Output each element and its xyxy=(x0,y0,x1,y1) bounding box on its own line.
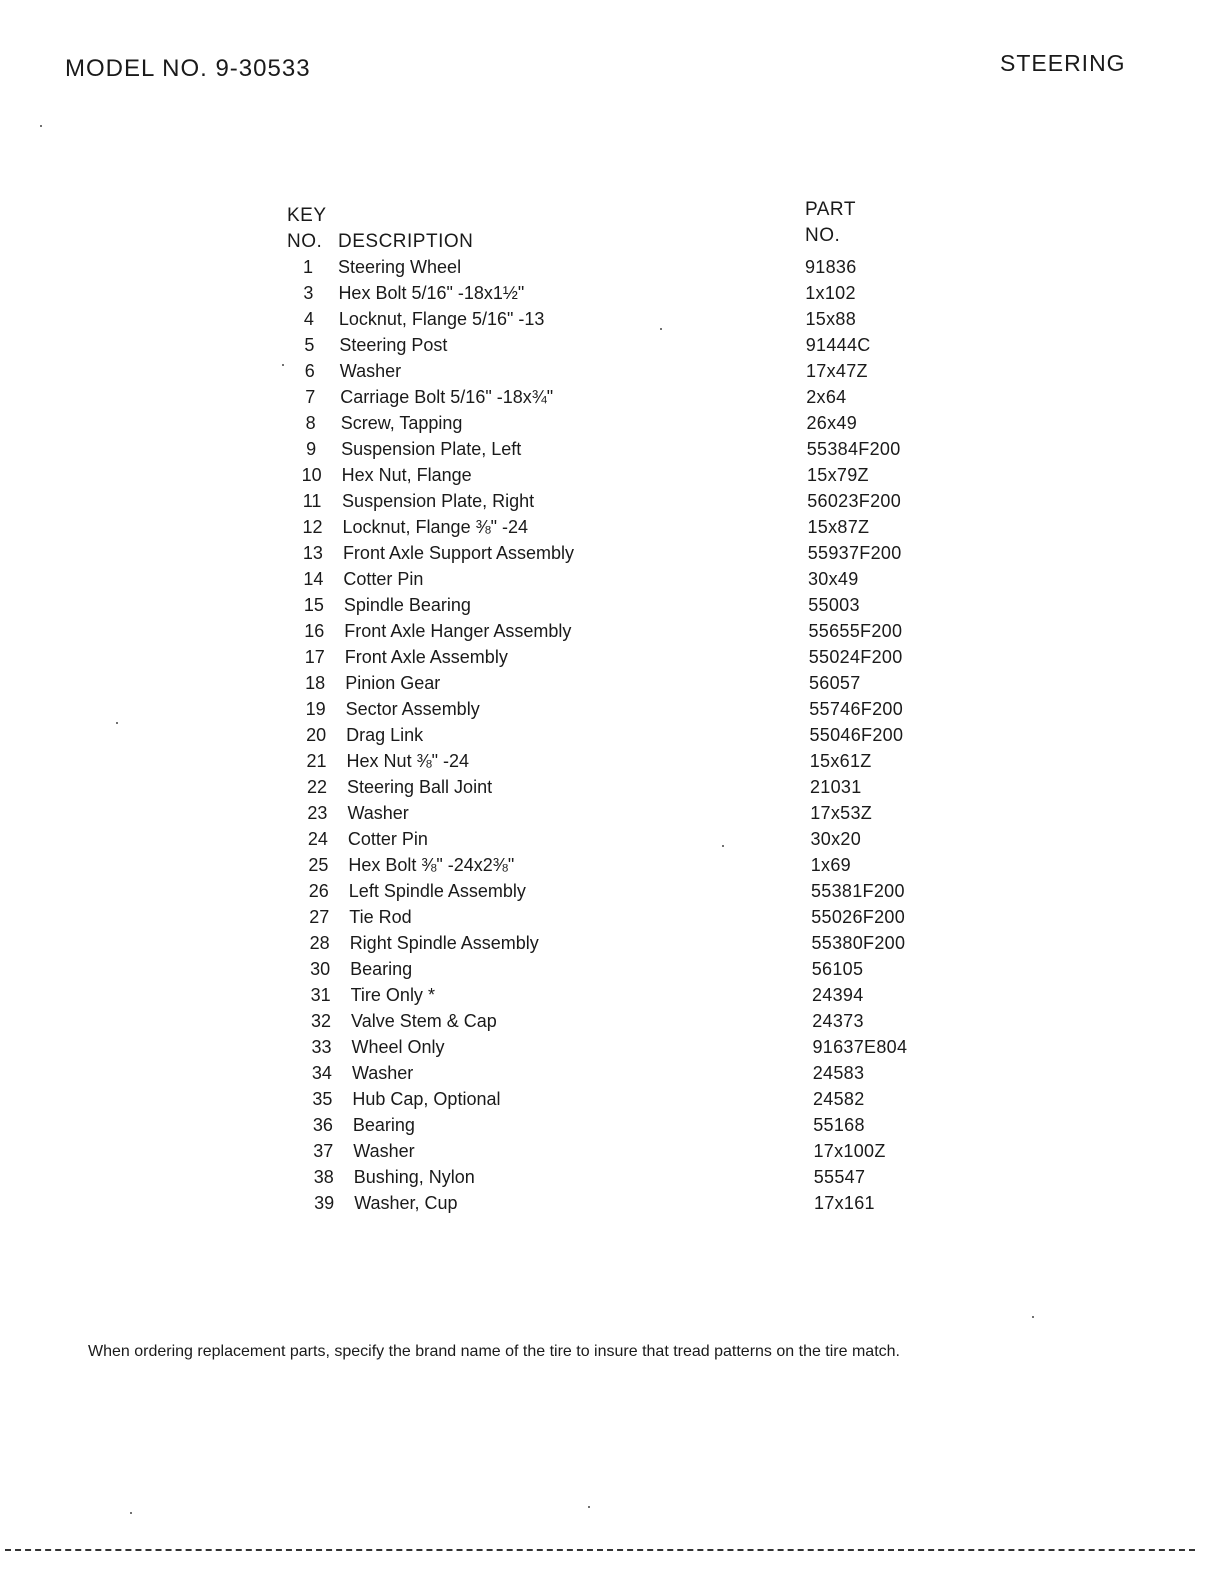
part-number: 1x69 xyxy=(810,855,851,875)
part-description: Washer xyxy=(353,1141,415,1161)
table-row xyxy=(301,881,941,905)
table-row xyxy=(304,1037,943,1061)
key-number: 31 xyxy=(310,985,331,1005)
part-description: Steering Wheel xyxy=(338,257,462,277)
part-description: Steering Ball Joint xyxy=(347,777,493,797)
key-number: 13 xyxy=(302,543,323,563)
table-row xyxy=(305,1141,943,1165)
key-number: 39 xyxy=(314,1193,335,1213)
table-row xyxy=(304,1063,943,1087)
scan-speck xyxy=(116,722,118,724)
part-number: 55547 xyxy=(813,1167,866,1187)
part-number: 26x49 xyxy=(806,413,858,433)
scan-speck xyxy=(588,1506,590,1508)
part-description: Hex Nut, Flange xyxy=(341,465,472,485)
part-description: Screw, Tapping xyxy=(340,413,463,433)
part-number: 24583 xyxy=(812,1063,865,1083)
part-number: 91444C xyxy=(805,335,871,355)
part-description: Front Axle Support Assembly xyxy=(342,543,575,563)
part-number: 17x161 xyxy=(813,1193,875,1213)
part-description: Left Spindle Assembly xyxy=(348,881,526,901)
key-number: 23 xyxy=(307,803,328,823)
part-description: Locknut, Flange ⅜" -24 xyxy=(342,517,529,537)
key-number: 32 xyxy=(311,1011,332,1031)
description-header: DESCRIPTION xyxy=(338,231,474,252)
key-number: 11 xyxy=(302,491,322,511)
key-number: 30 xyxy=(310,959,331,979)
part-number: 55655F200 xyxy=(808,621,903,641)
key-number: 21 xyxy=(306,751,327,771)
section-title: STEERING xyxy=(1000,50,1126,76)
part-description: Right Spindle Assembly xyxy=(349,933,539,953)
key-number: 34 xyxy=(311,1063,332,1083)
table-row xyxy=(297,673,939,697)
key-number: 20 xyxy=(306,725,327,745)
part-description: Cotter Pin xyxy=(343,569,424,589)
model-number: MODEL NO. 9-30533 xyxy=(65,55,311,82)
key-number: 19 xyxy=(305,699,326,719)
part-description: Bushing, Nylon xyxy=(353,1167,475,1187)
part-description: Suspension Plate, Right xyxy=(342,491,535,511)
part-number: 55746F200 xyxy=(809,699,904,719)
part-description: Drag Link xyxy=(346,725,424,745)
table-row xyxy=(290,257,935,281)
scan-speck xyxy=(130,1512,132,1514)
part-description: Front Axle Hanger Assembly xyxy=(344,621,572,641)
table-row xyxy=(298,725,939,749)
scan-speck xyxy=(40,125,42,127)
part-description: Front Axle Assembly xyxy=(344,647,508,667)
table-row xyxy=(294,465,937,489)
part-number: 30x20 xyxy=(810,829,862,849)
part-number: 55380F200 xyxy=(811,933,906,953)
key-number: 36 xyxy=(312,1115,333,1135)
part-number: 21031 xyxy=(810,777,862,797)
table-row xyxy=(306,1167,944,1191)
part-number: 24394 xyxy=(811,985,864,1005)
part-description: Tie Rod xyxy=(349,907,412,927)
part-description: Washer xyxy=(351,1063,414,1083)
table-row xyxy=(303,985,942,1009)
key-number: 22 xyxy=(306,777,328,797)
key-number: 24 xyxy=(307,829,328,849)
part-number: 56057 xyxy=(808,673,861,693)
part-number: 91637E804 xyxy=(812,1037,908,1057)
part-description: Suspension Plate, Left xyxy=(341,439,522,459)
key-number: 9 xyxy=(306,439,317,459)
table-row xyxy=(299,803,940,827)
key-number: 37 xyxy=(313,1141,334,1161)
part-description: Cotter Pin xyxy=(347,829,428,849)
key-header-line1: KEY xyxy=(287,205,327,226)
footnote: When ordering replacement parts, specify the brand name of the tire to insure that tread patterns on the tire match. xyxy=(88,1343,900,1360)
table-row xyxy=(296,595,938,619)
table-row xyxy=(295,543,938,567)
part-number: 15x79Z xyxy=(806,465,869,485)
table-row xyxy=(302,959,942,983)
part-description: Sector Assembly xyxy=(345,699,480,719)
part-description: Hex Bolt 5/16" -18x1½" xyxy=(338,283,525,303)
table-row xyxy=(293,439,937,463)
table-row xyxy=(298,699,940,723)
part-description: Spindle Bearing xyxy=(343,595,471,615)
key-number: 12 xyxy=(302,517,323,537)
bottom-rule xyxy=(5,1549,1195,1551)
part-number: 15x88 xyxy=(805,309,857,329)
part-number: 17x47Z xyxy=(805,361,868,381)
part-number: 24582 xyxy=(812,1089,865,1109)
part-number: 55024F200 xyxy=(808,647,903,667)
part-description: Locknut, Flange 5/16" -13 xyxy=(338,309,545,329)
table-row xyxy=(291,309,936,333)
part-number: 55168 xyxy=(813,1115,865,1135)
part-description: Tire Only * xyxy=(350,985,435,1005)
key-number: 16 xyxy=(304,621,325,641)
key-number: 6 xyxy=(304,361,315,381)
part-description: Carriage Bolt 5/16" -18x¾" xyxy=(340,387,554,407)
key-number: 28 xyxy=(309,933,330,953)
scan-speck xyxy=(1032,1316,1034,1318)
part-number: 15x61Z xyxy=(809,751,872,771)
part-description: Valve Stem & Cap xyxy=(351,1011,497,1031)
table-row xyxy=(295,569,938,593)
part-description: Washer xyxy=(339,361,402,381)
key-number: 35 xyxy=(312,1089,333,1109)
part-number: 17x100Z xyxy=(813,1141,886,1161)
part-description: Pinion Gear xyxy=(345,673,441,693)
part-header-line1: PART xyxy=(805,199,856,220)
key-number: 3 xyxy=(303,283,314,303)
table-row xyxy=(300,855,940,879)
key-number: 10 xyxy=(301,465,322,485)
part-description: Bearing xyxy=(350,959,413,979)
part-description: Washer xyxy=(347,803,409,823)
scan-speck xyxy=(282,364,284,366)
part-description: Wheel Only xyxy=(351,1037,445,1057)
key-number: 8 xyxy=(305,413,316,433)
table-row xyxy=(299,751,940,775)
table-row xyxy=(292,361,936,385)
part-number: 55384F200 xyxy=(806,439,901,459)
table-row xyxy=(291,335,935,359)
table-row xyxy=(296,621,938,645)
part-number: 91836 xyxy=(805,257,857,277)
part-description: Washer, Cup xyxy=(354,1193,458,1213)
table-row xyxy=(306,1193,944,1217)
table-row xyxy=(294,491,937,515)
part-number: 17x53Z xyxy=(810,803,873,823)
key-number: 17 xyxy=(304,647,325,667)
part-description: Bearing xyxy=(352,1115,415,1135)
key-number: 18 xyxy=(305,673,326,693)
table-row xyxy=(303,1011,942,1035)
part-number: 55026F200 xyxy=(811,907,906,927)
table-row xyxy=(301,907,941,931)
key-number: 33 xyxy=(311,1037,332,1057)
table-row xyxy=(304,1089,943,1113)
part-header-line2: NO. xyxy=(805,225,841,246)
table-row xyxy=(293,413,937,437)
part-number: 56105 xyxy=(811,959,864,979)
part-number: 55046F200 xyxy=(809,725,904,745)
key-number: 7 xyxy=(305,387,316,407)
part-description: Hub Cap, Optional xyxy=(352,1089,501,1109)
part-description: Hex Bolt ⅜" -24x2⅜" xyxy=(348,855,515,875)
part-number: 24373 xyxy=(812,1011,864,1031)
key-number: 14 xyxy=(303,569,324,589)
key-number: 15 xyxy=(303,595,324,615)
table-row xyxy=(297,647,939,671)
part-number: 55381F200 xyxy=(810,881,905,901)
part-number: 15x87Z xyxy=(807,517,870,537)
table-row xyxy=(300,829,941,853)
part-number: 1x102 xyxy=(805,283,856,303)
key-header-line2: NO. xyxy=(287,231,323,252)
table-row xyxy=(290,283,935,307)
key-number: 1 xyxy=(302,257,313,277)
table-row xyxy=(292,387,936,411)
table-row xyxy=(299,777,940,801)
part-number: 55003 xyxy=(808,595,860,615)
part-description: Steering Post xyxy=(339,335,448,355)
key-number: 5 xyxy=(304,335,315,355)
key-number: 38 xyxy=(313,1167,334,1187)
scan-speck xyxy=(722,845,724,847)
part-number: 30x49 xyxy=(807,569,859,589)
scan-speck xyxy=(660,328,662,330)
part-number: 56023F200 xyxy=(807,491,902,511)
part-number: 2x64 xyxy=(806,387,847,407)
key-number: 25 xyxy=(308,855,329,875)
part-description: Hex Nut ⅜" -24 xyxy=(346,751,469,771)
key-number: 27 xyxy=(309,907,330,927)
table-row xyxy=(305,1115,943,1139)
table-row xyxy=(302,933,942,957)
part-number: 55937F200 xyxy=(807,543,902,563)
key-number: 4 xyxy=(303,309,314,329)
key-number: 26 xyxy=(308,881,329,901)
table-row xyxy=(295,517,938,541)
